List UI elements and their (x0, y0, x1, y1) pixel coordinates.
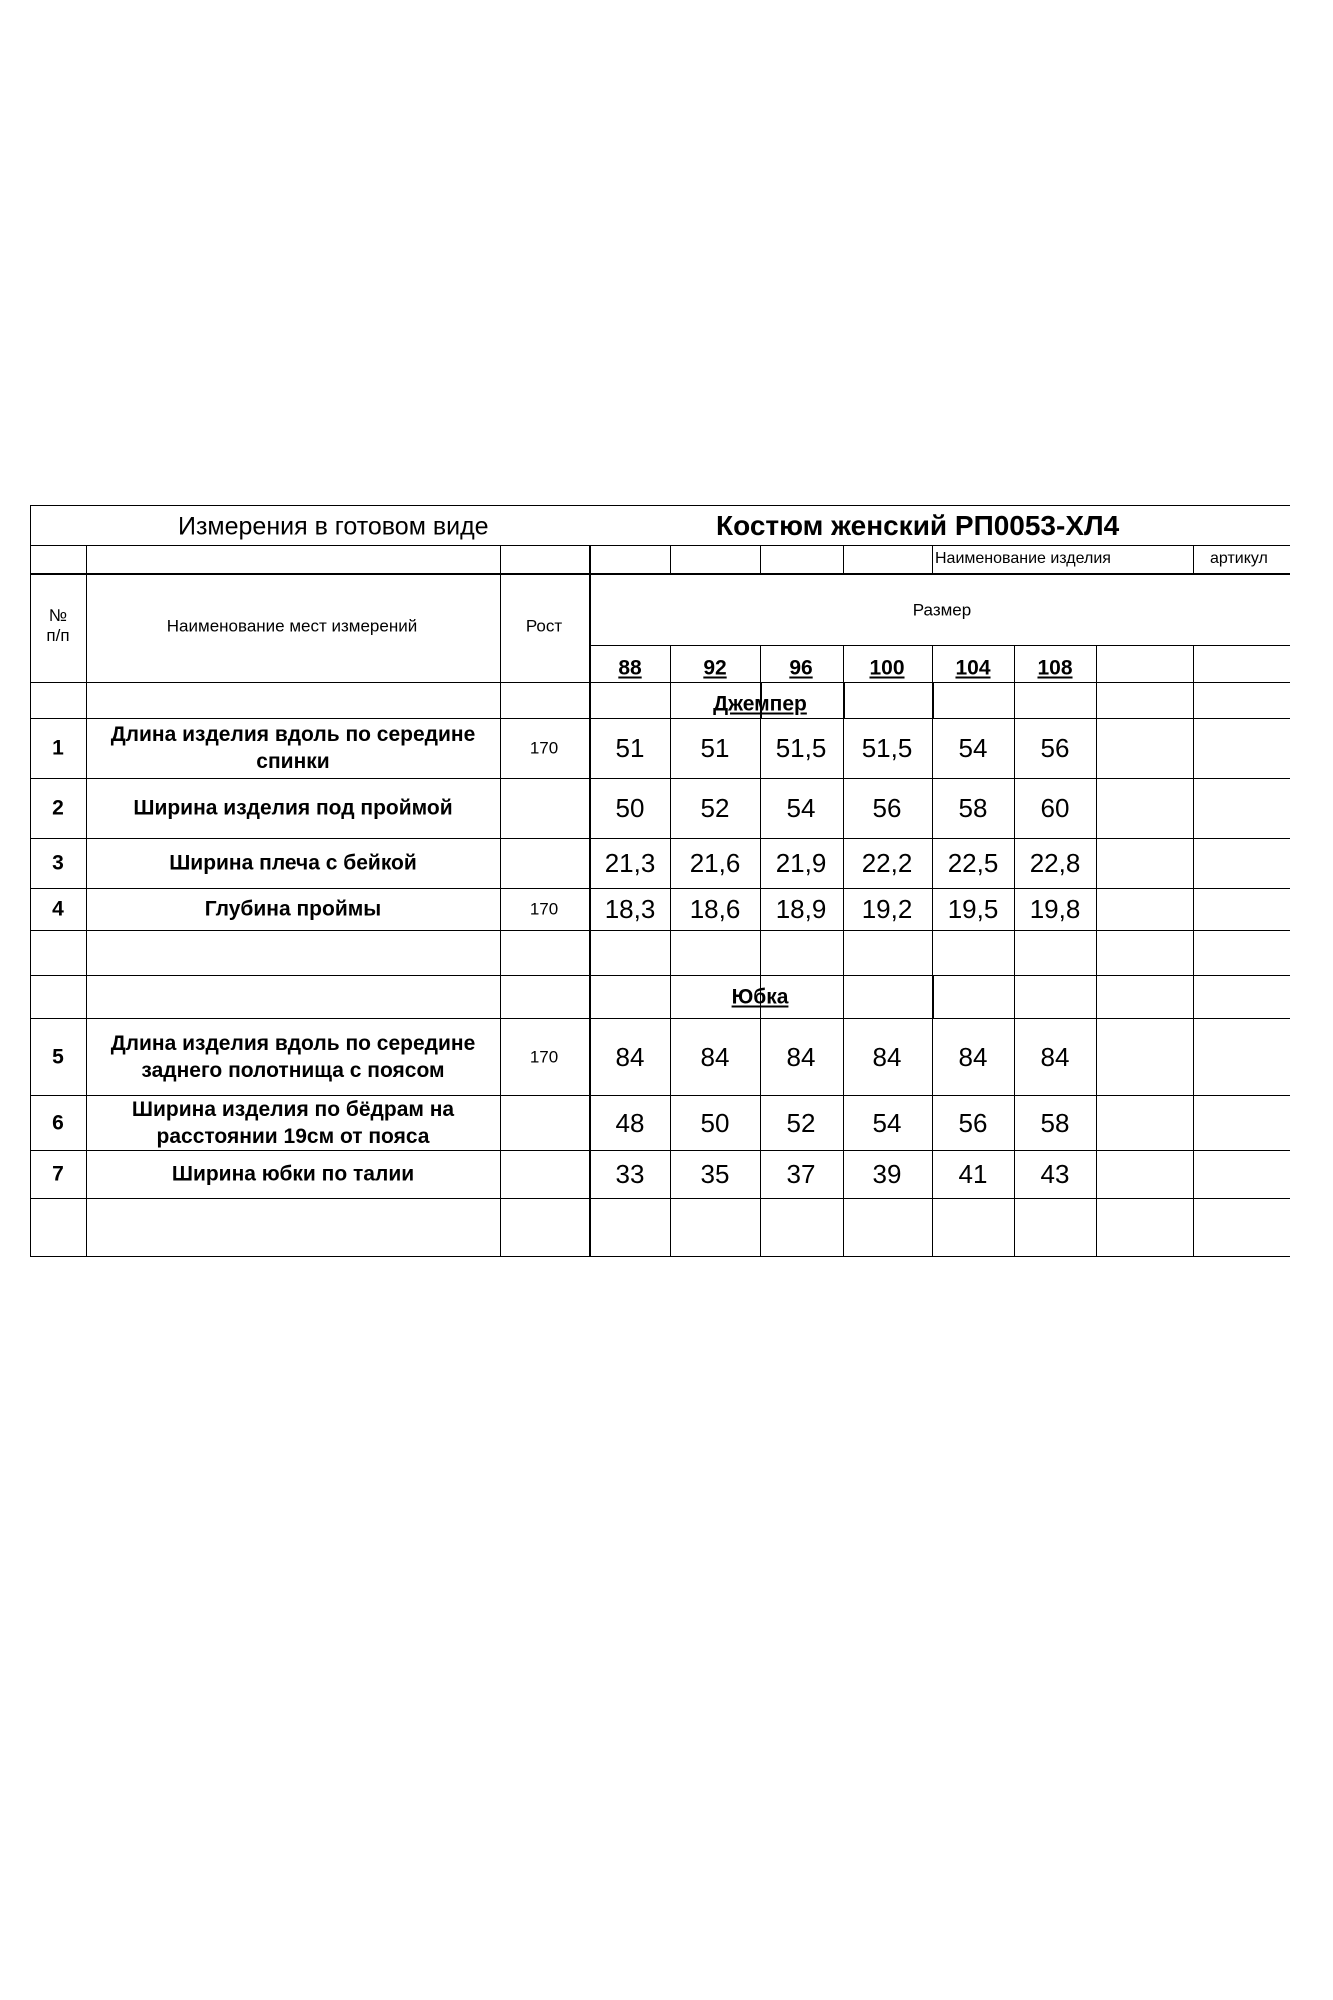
measurement-value: 51 (700, 733, 730, 763)
grid-line-vertical (670, 545, 671, 573)
grid-line-vertical (1193, 545, 1194, 573)
product-title: Костюм женский РП0053-ХЛ4 (716, 510, 1120, 541)
size-header-cell: 96 (789, 656, 813, 680)
measurement-value: 58 (1040, 1107, 1070, 1138)
section-title-jumper: Джемпер (713, 692, 807, 716)
row-height: 170 (529, 738, 559, 758)
measurement-value: 50 (615, 793, 645, 823)
measurement-value: 51,5 (775, 733, 827, 763)
grid-line-vertical (86, 545, 87, 1256)
grid-line-horizontal (30, 975, 1290, 976)
measurement-value: 19,2 (861, 894, 913, 924)
column-header-name: Наименование мест измерений (166, 616, 418, 636)
row-height: 170 (529, 899, 559, 919)
measurement-value: 60 (1040, 793, 1070, 823)
row-number: 3 (52, 851, 64, 875)
measurement-value: 52 (786, 1107, 816, 1138)
grid-line-vertical (1096, 645, 1097, 1256)
grid-line-vertical (843, 645, 844, 1256)
measurement-value: 51 (615, 733, 645, 763)
measurement-value: 58 (958, 793, 988, 823)
grid-line-horizontal (30, 1198, 1290, 1199)
grid-line-vertical (932, 545, 933, 573)
measurement-value: 84 (786, 1041, 816, 1072)
measurement-value: 21,9 (775, 848, 827, 878)
measurement-name: Глубина проймы (204, 897, 382, 921)
measurement-value: 22,5 (947, 848, 999, 878)
measurement-value: 84 (872, 1041, 902, 1072)
size-header-cell: 88 (618, 656, 642, 680)
size-header-cell: 104 (955, 656, 991, 680)
measurement-value: 41 (958, 1159, 988, 1189)
row-number: 5 (52, 1045, 64, 1068)
measurement-value: 19,8 (1029, 894, 1081, 924)
measurement-value: 18,3 (604, 894, 656, 924)
grid-line-horizontal (30, 545, 1290, 546)
grid-line-vertical (843, 682, 845, 718)
size-header-cell: 92 (703, 656, 727, 680)
product-name-caption: Наименование изделия (935, 550, 1111, 567)
grid-line-vertical (1193, 645, 1194, 1256)
measurement-value: 52 (700, 793, 730, 823)
measurement-value: 54 (872, 1107, 902, 1138)
grid-line-vertical (760, 645, 761, 1256)
measurement-value: 56 (1040, 733, 1070, 763)
measurement-value: 18,6 (689, 894, 741, 924)
measurement-value: 43 (1040, 1159, 1070, 1189)
measurement-name: Ширина плеча с бейкой (169, 851, 417, 875)
row-number: 6 (52, 1111, 64, 1134)
measurement-value: 54 (958, 733, 988, 763)
measurement-value: 22,2 (861, 848, 913, 878)
measurement-value: 35 (700, 1159, 730, 1189)
measurement-value: 56 (872, 793, 902, 823)
row-number: 7 (52, 1162, 64, 1186)
grid-line-horizontal (30, 838, 1290, 839)
grid-line-vertical (843, 545, 844, 573)
measurement-value: 33 (615, 1159, 645, 1189)
grid-line-horizontal (30, 573, 1290, 575)
grid-line-vertical (1014, 645, 1015, 1256)
grid-line-horizontal (30, 778, 1290, 779)
measurement-value: 21,3 (604, 848, 656, 878)
grid-line-horizontal (30, 888, 1290, 889)
grid-line-vertical (932, 645, 933, 1256)
grid-line-horizontal (30, 1256, 1290, 1257)
measurement-value: 84 (615, 1041, 645, 1072)
measurement-value: 84 (1040, 1041, 1070, 1072)
row-number: 1 (52, 736, 64, 760)
measurement-value: 48 (615, 1107, 645, 1138)
measurement-value: 22,8 (1029, 848, 1081, 878)
grid-line-horizontal (30, 1150, 1290, 1151)
measurement-value: 37 (786, 1159, 816, 1189)
row-number: 2 (52, 796, 64, 820)
size-header-cell: 100 (869, 656, 905, 680)
row-height: 170 (529, 1047, 559, 1066)
grid-line-vertical (589, 545, 591, 1256)
grid-line-horizontal (30, 930, 1290, 931)
column-header-number: № п/п (46, 606, 70, 645)
section-title-skirt: Юбка (731, 985, 789, 1009)
grid-line-horizontal (30, 505, 1290, 506)
grid-line-vertical (932, 682, 934, 718)
grid-line-horizontal (30, 682, 1290, 683)
measurement-name: Ширина юбки по талии (171, 1162, 415, 1186)
measurement-value: 84 (700, 1041, 730, 1072)
grid-line-horizontal (30, 718, 1290, 719)
column-header-size: Размер (912, 600, 972, 620)
grid-line-horizontal (30, 1018, 1290, 1019)
article-caption: артикул (1210, 550, 1268, 567)
measurement-name: Ширина изделия по бёдрам на расстоянии 19см от пояса (131, 1097, 455, 1148)
size-header-cell: 108 (1037, 656, 1073, 680)
grid-line-vertical (30, 505, 31, 1256)
measurement-name: Длина изделия вдоль по середине заднего полотнища с поясом (110, 1031, 476, 1082)
grid-line-vertical (932, 975, 934, 1018)
column-header-height: Рост (525, 616, 563, 636)
measurement-name: Длина изделия вдоль по середине спинки (110, 723, 476, 773)
measurement-value: 21,6 (689, 848, 741, 878)
measurement-value: 84 (958, 1041, 988, 1072)
measurement-value: 51,5 (861, 733, 913, 763)
grid-line-vertical (760, 545, 761, 573)
measurement-value: 39 (872, 1159, 902, 1189)
grid-line-vertical (670, 645, 671, 1256)
measurement-value: 50 (700, 1107, 730, 1138)
measurement-value: 54 (786, 793, 816, 823)
measurement-name: Ширина изделия под проймой (133, 796, 453, 820)
grid-line-horizontal (589, 645, 1290, 646)
measurement-value: 19,5 (947, 894, 999, 924)
row-number: 4 (52, 897, 64, 921)
measurement-value: 56 (958, 1107, 988, 1138)
table-title: Измерения в готовом виде (178, 512, 489, 541)
grid-line-vertical (500, 545, 501, 1256)
measurement-value: 18,9 (775, 894, 827, 924)
